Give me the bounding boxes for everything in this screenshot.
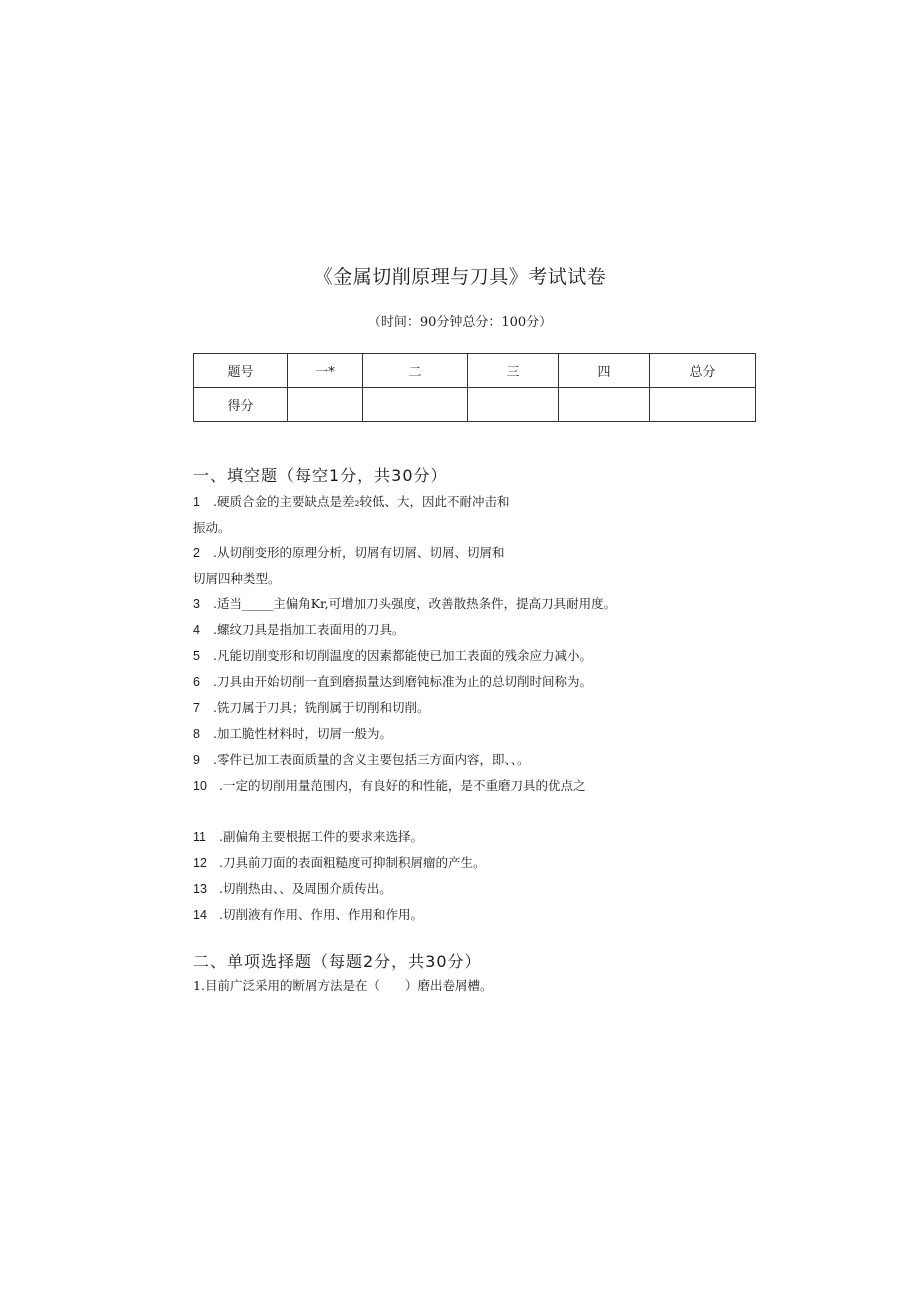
question-1-continued — [193, 515, 753, 540]
question-number: 1 — [193, 495, 200, 509]
question-text: .凡能切削变形和切削温度的因素都能使已加工表面的残余应力减小。 — [213, 648, 592, 663]
score-cell-part-1[interactable] — [288, 388, 363, 422]
section-2-heading: 二、单项选择题（每题2分，共30分） — [193, 952, 482, 971]
question-text: .从切削变形的原理分析，切屑有切屑、切屑、切屑和 — [213, 545, 505, 560]
question-5 — [193, 643, 753, 669]
score-table — [193, 353, 756, 422]
question-text: .适当_____主偏角Kr,可增加刀头强度，改善散热条件，提高刀具耐用度。 — [213, 596, 617, 611]
question-number: 13 — [193, 882, 207, 896]
question-text: .加工脆性材料时，切屑一般为。 — [213, 726, 392, 741]
question-text: .切削热由、、及周围介质传出。 — [219, 881, 392, 896]
question-number: 11 — [193, 830, 206, 844]
header-cell-part-3: 三 — [468, 354, 559, 388]
section-1-heading: 一、填空题（每空1分，共30分） — [193, 466, 448, 485]
question-9 — [193, 747, 753, 773]
question-6 — [193, 669, 753, 695]
score-table-score-row — [194, 388, 756, 422]
header-cell-question-number: 题号 — [194, 354, 288, 388]
question-text: .一定的切削用量范围内，有良好的和性能，是不重磨刀具的优点之 — [219, 778, 586, 793]
question-10 — [193, 773, 753, 799]
question-11 — [193, 824, 753, 850]
question-text: .零件已加工表面质量的含义主要包括三方面内容，即、、。 — [213, 752, 530, 767]
score-cell-part-4[interactable] — [559, 388, 650, 422]
score-cell-part-2[interactable] — [363, 388, 468, 422]
question-text: .刀具前刀面的表面粗糙度可抑制积屑瘤的产生。 — [219, 855, 486, 870]
question-text: .切削液有作用、作用、作用和作用。 — [219, 907, 423, 922]
question-text: .铣刀属于刀具；铣削属于切削和切削。 — [213, 700, 430, 715]
question-4 — [193, 617, 753, 643]
question-1 — [193, 489, 753, 515]
question-number: 9 — [193, 753, 200, 767]
question-2-continued — [193, 566, 753, 591]
question-number: 2 — [193, 546, 200, 560]
question-2 — [193, 540, 753, 566]
question-number: 14 — [193, 908, 207, 922]
question-3 — [193, 591, 753, 617]
question-text: .刀具由开始切削一直到磨损量达到磨钝标准为止的总切削时间称为。 — [213, 674, 592, 689]
question-text: 目前广泛采用的断屑方法是在（ ）磨出卷屑槽。 — [204, 978, 493, 993]
score-cell-part-3[interactable] — [468, 388, 559, 422]
exam-title: 《金属切削原理与刀具》考试试卷 — [313, 266, 607, 288]
question-number: 10 — [193, 779, 207, 793]
choice-question-1 — [193, 973, 753, 998]
question-number: 5 — [193, 649, 200, 663]
question-text: .螺纹刀具是指加工表面用的刀具。 — [213, 622, 405, 637]
question-gap — [193, 799, 753, 824]
exam-subtitle: （时间：90分钟总分：100分） — [367, 315, 553, 330]
header-cell-part-2: 二 — [363, 354, 468, 388]
question-8 — [193, 721, 753, 747]
score-cell-total[interactable] — [650, 388, 756, 422]
score-row-label: 得分 — [194, 388, 288, 422]
question-12 — [193, 850, 753, 876]
header-cell-part-1: 一* — [288, 354, 363, 388]
header-cell-total: 总分 — [650, 354, 756, 388]
question-text: .副偏角主要根据工件的要求来选择。 — [219, 829, 423, 844]
question-text: .硬质合金的主要缺点是差₂较低、大，因此不耐冲击和 — [213, 494, 510, 509]
question-7 — [193, 695, 753, 721]
question-text: 振动。 — [193, 520, 231, 535]
question-number: 7 — [193, 701, 200, 715]
question-number: 4 — [193, 623, 200, 637]
question-number: 8 — [193, 727, 200, 741]
section-2-questions — [193, 973, 753, 998]
question-number: 12 — [193, 856, 207, 870]
question-number: 6 — [193, 675, 200, 689]
question-number: 3 — [193, 597, 200, 611]
question-14 — [193, 902, 753, 928]
question-13 — [193, 876, 753, 902]
question-text: 切屑四种类型。 — [193, 571, 281, 586]
header-cell-part-4: 四 — [559, 354, 650, 388]
score-table-header-row — [194, 354, 756, 388]
question-number: 1. — [193, 978, 205, 993]
section-1-questions — [193, 489, 753, 928]
